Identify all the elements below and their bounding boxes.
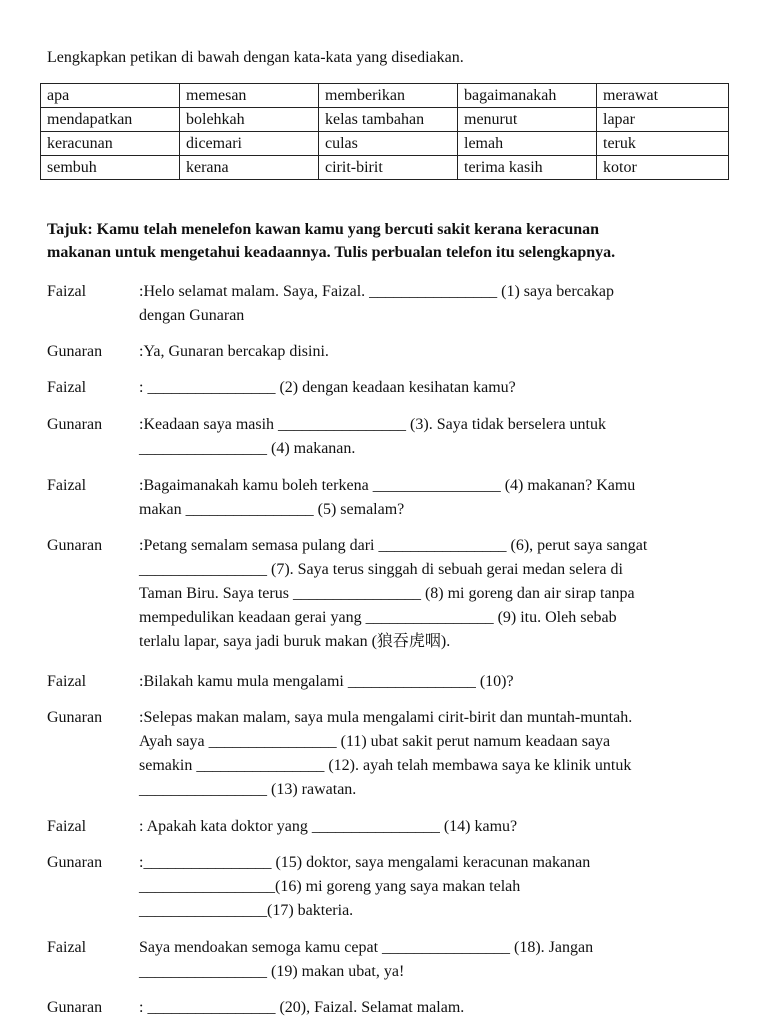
dialogue-line: mempedulikan keadaan gerai yang ________________ (9) itu. Oleh sebab xyxy=(139,609,617,626)
dialogue-text xyxy=(139,706,729,802)
dialogue-line: ________________ (19) makan ubat, ya! xyxy=(139,963,405,980)
dialogue-line: ________________ (13) rawatan. xyxy=(139,781,357,798)
word-cell: keracunan xyxy=(41,132,180,156)
dialogue-text xyxy=(139,815,729,839)
word-cell: apa xyxy=(41,84,180,108)
word-cell: culas xyxy=(319,132,458,156)
essay-title xyxy=(47,218,727,264)
dialogue-line: makan ________________ (5) semalam? xyxy=(139,501,405,518)
word-bank-row xyxy=(41,156,729,180)
word-cell: sembuh xyxy=(41,156,180,180)
word-cell: bolehkah xyxy=(180,108,319,132)
word-cell: cirit-birit xyxy=(319,156,458,180)
word-cell: bagaimanakah xyxy=(458,84,597,108)
dialogue-text xyxy=(139,376,729,400)
instruction-text: Lengkapkan petikan di bawah dengan kata-kata yang disediakan. xyxy=(47,49,464,66)
word-cell: lemah xyxy=(458,132,597,156)
word-cell: kotor xyxy=(597,156,729,180)
dialogue-line: :Selepas makan malam, saya mula mengalami cirit-birit dan muntah-muntah. xyxy=(139,709,633,726)
speaker-name: Gunaran xyxy=(47,709,103,726)
word-cell: kelas tambahan xyxy=(319,108,458,132)
dialogue-line: Taman Biru. Saya terus ________________ (8) mi goreng dan air sirap tanpa xyxy=(139,585,635,602)
dialogue-text xyxy=(139,413,729,461)
title-line: makanan untuk mengetahui keadaannya. Tulis perbualan telefon itu selengkapnya. xyxy=(47,244,616,261)
speaker-name: Gunaran xyxy=(47,343,103,360)
word-bank-row xyxy=(41,108,729,132)
speaker-name: Faizal xyxy=(47,477,87,494)
dialogue-text xyxy=(139,534,729,654)
word-cell: mendapatkan xyxy=(41,108,180,132)
dialogue-line: :________________ (15) doktor, saya mengalami keracunan makanan xyxy=(139,854,591,871)
dialogue-line: :Keadaan saya masih ________________ (3). Saya tidak berselera untuk xyxy=(139,416,606,433)
dialogue-line: semakin ________________ (12). ayah telah membawa saya ke klinik untuk xyxy=(139,757,632,774)
speaker-name: Faizal xyxy=(47,283,87,300)
dialogue-line: ________________(17) bakteria. xyxy=(139,902,354,919)
dialogue-text xyxy=(139,996,729,1020)
word-cell: menurut xyxy=(458,108,597,132)
dialogue-text xyxy=(139,670,729,694)
dialogue-line: dengan Gunaran xyxy=(139,307,245,324)
dialogue-line: : ________________ (20), Faizal. Selamat malam. xyxy=(139,999,465,1016)
dialogue-line: : Apakah kata doktor yang ________________ (14) kamu? xyxy=(139,818,518,835)
dialogue-line: :Bagaimanakah kamu boleh terkena ________________ (4) makanan? Kamu xyxy=(139,477,636,494)
dialogue-line: :Petang semalam semasa pulang dari ________________ (6), perut saya sangat xyxy=(139,537,648,554)
word-cell: teruk xyxy=(597,132,729,156)
dialogue-text xyxy=(139,280,729,328)
word-cell: kerana xyxy=(180,156,319,180)
speaker-name: Gunaran xyxy=(47,537,103,554)
dialogue-line: :Bilakah kamu mula mengalami ________________ (10)? xyxy=(139,673,514,690)
word-cell: dicemari xyxy=(180,132,319,156)
word-bank-table xyxy=(40,83,729,180)
word-cell: merawat xyxy=(597,84,729,108)
title-line: Tajuk: Kamu telah menelefon kawan kamu yang bercuti sakit kerana keracunan xyxy=(47,221,600,238)
dialogue-text xyxy=(139,851,729,923)
speaker-name: Faizal xyxy=(47,939,87,956)
dialogue-line: :Ya, Gunaran bercakap disini. xyxy=(139,343,329,360)
speaker-name: Gunaran xyxy=(47,854,103,871)
word-cell: memesan xyxy=(180,84,319,108)
dialogue-line: _________________(16) mi goreng yang saya makan telah xyxy=(139,878,521,895)
speaker-name: Faizal xyxy=(47,673,87,690)
dialogue-line: terlalu lapar, saya jadi buruk makan (狼吞虎咽). xyxy=(139,633,451,650)
dialogue-line: Saya mendoakan semoga kamu cepat ________________ (18). Jangan xyxy=(139,939,594,956)
dialogue-line: : ________________ (2) dengan keadaan kesihatan kamu? xyxy=(139,379,516,396)
word-cell: memberikan xyxy=(319,84,458,108)
speaker-name: Gunaran xyxy=(47,999,103,1016)
word-bank-row xyxy=(41,132,729,156)
dialogue-line: ________________ (4) makanan. xyxy=(139,440,356,457)
dialogue-text xyxy=(139,340,729,364)
dialogue-line: ________________ (7). Saya terus singgah di sebuah gerai medan selera di xyxy=(139,561,623,578)
word-cell: terima kasih xyxy=(458,156,597,180)
dialogue-line: Ayah saya ________________ (11) ubat sakit perut namum keadaan saya xyxy=(139,733,611,750)
speaker-name: Faizal xyxy=(47,818,87,835)
speaker-name: Faizal xyxy=(47,379,87,396)
word-bank-row xyxy=(41,84,729,108)
speaker-name: Gunaran xyxy=(47,416,103,433)
dialogue-line: :Helo selamat malam. Saya, Faizal. ________________ (1) saya bercakap xyxy=(139,283,614,300)
dialogue-text xyxy=(139,936,729,984)
dialogue-text xyxy=(139,474,729,522)
word-cell: lapar xyxy=(597,108,729,132)
